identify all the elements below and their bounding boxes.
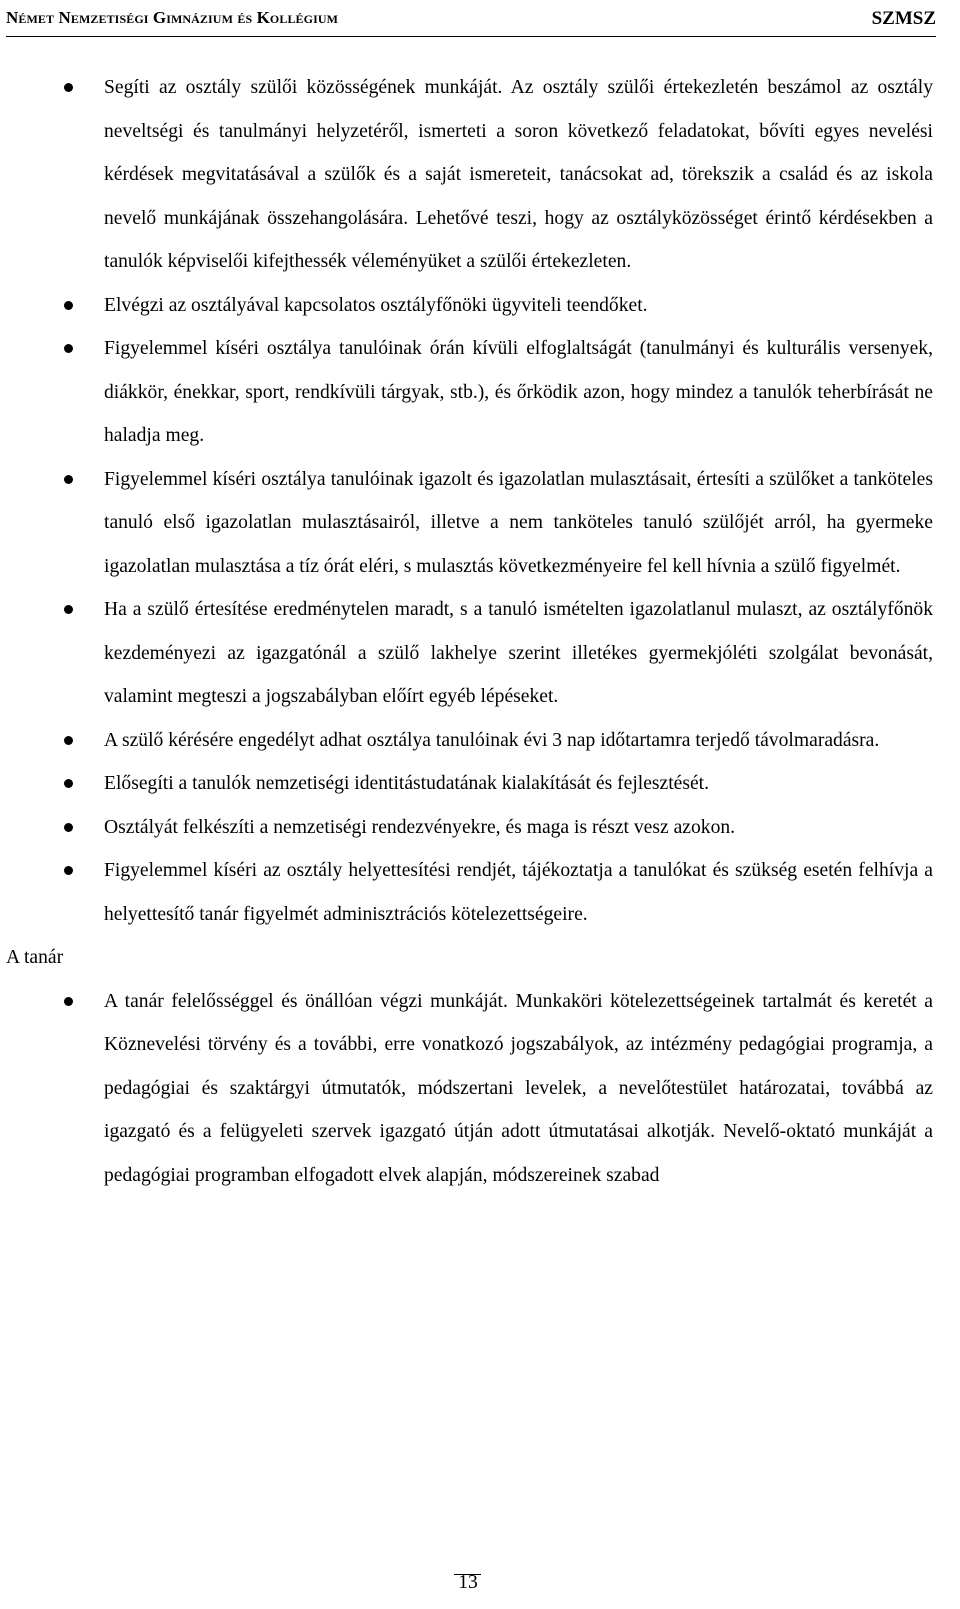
page-content	[0, 66, 960, 1197]
bullet-icon	[64, 475, 73, 484]
bullet-icon	[64, 605, 73, 614]
list-item	[104, 719, 933, 763]
page-number: 13	[458, 1572, 478, 1593]
list-item	[104, 588, 933, 719]
list-item	[104, 806, 933, 850]
list-item-text: Figyelemmel kíséri osztálya tanulóinak igazolt és igazolatlan mulasztásait, értesíti a szülőket a tanköteles tanuló első igazolatlan mulasztásairól, illetve a nem tanköteles tanuló szülőjét arról, ha gyermeke igazolatlan mulasztása a tíz órát eléri, s mulasztás következményeire fel kell hívnia a szülő figyelmét.	[104, 468, 933, 577]
bullet-icon	[64, 823, 73, 832]
bullet-icon	[64, 779, 73, 788]
bullet-icon	[64, 736, 73, 745]
list-item	[104, 762, 933, 806]
list-item-text: Osztályát felkészíti a nemzetiségi rendezvényekre, és maga is részt vesz azokon.	[104, 816, 736, 838]
section-heading-teacher: A tanár	[6, 947, 64, 968]
list-item-text: Figyelemmel kíséri az osztály helyettesítési rendjét, tájékoztatja a tanulókat és szükség esetén felhívja a helyettesítő tanár figyelmét adminisztrációs kötelezettségeire.	[104, 860, 933, 925]
page-header	[6, 6, 936, 37]
bullet-icon	[64, 866, 73, 875]
list-item	[104, 458, 933, 589]
list-item	[104, 980, 933, 1198]
list-item-text: A szülő kérésére engedélyt adhat osztálya tanulóinak évi 3 nap időtartamra terjedő távolmaradásra.	[104, 729, 880, 751]
school-name: Német Nemzetiségi Gimnázium és Kollégium	[6, 8, 339, 27]
teacher-duty-list	[0, 980, 960, 1198]
bullet-icon	[64, 301, 73, 310]
list-item-text: Ha a szülő értesítése eredménytelen maradt, s a tanuló ismételten igazolatlanul mulaszt, az osztályfőnök kezdeményezi az igazgatónál a szülő lakhelye szerint illetékes gyermekjóléti szolgálat bevonását, valamint megteszi a jogszabályban előírt egyéb lépéseket.	[104, 599, 933, 707]
class-teacher-duty-list	[0, 66, 960, 936]
list-item-text: A tanár felelősséggel és önállóan végzi munkáját. Munkaköri kötelezettségeinek tartalmát és keretét a Köznevelési törvény és a további, erre vonatkozó jogszabályok, az intézmény pedagógiai programja, a pedagógiai és szaktárgyi útmutatók, módszertani levelek, a nevelőtestület határozatai, továbbá az igazgató és a felügyeleti szervek igazgató útján adott útmutatásai alkotják. Nevelő-oktató munkáját a pedagógiai programban elfogadott elvek alapján, módszereinek szabad	[104, 990, 933, 1186]
bullet-icon	[64, 344, 73, 353]
list-item	[104, 327, 933, 458]
document-code: SZMSZ	[871, 8, 936, 29]
list-item-text: Elősegíti a tanulók nemzetiségi identitástudatának kialakítását és fejlesztését.	[104, 773, 710, 794]
list-item-text: Segíti az osztály szülői közösségének munkáját. Az osztály szülői értekezletén beszámol az osztály neveltségi és tanulmányi helyzetéről, ismerteti a soron következő feladatokat, bővíti egyes nevelési kérdések megvitatásával a szülők és a saját ismereteit, tanácsokat ad, törekszik a család és az iskola nevelő munkájának összehangolására. Lehetővé teszi, hogy az osztályközösséget érintő kérdésekben a tanulók képviselői kifejthessék véleményüket a szülői értekezleten.	[104, 77, 933, 272]
list-item	[104, 849, 933, 936]
list-item-text: Figyelemmel kíséri osztálya tanulóinak órán kívüli elfoglaltságát (tanulmányi és kulturális versenyek, diákkör, énekkar, sport, rendkívüli tárgyak, stb.), és őrködik azon, hogy mindez a tanulók teherbírását ne haladja meg.	[104, 338, 933, 446]
bullet-icon	[64, 83, 73, 92]
list-item	[104, 66, 933, 284]
bullet-icon	[64, 997, 73, 1006]
list-item-text: Elvégzi az osztályával kapcsolatos osztályfőnöki ügyviteli teendőket.	[104, 294, 648, 316]
list-item	[104, 284, 933, 328]
